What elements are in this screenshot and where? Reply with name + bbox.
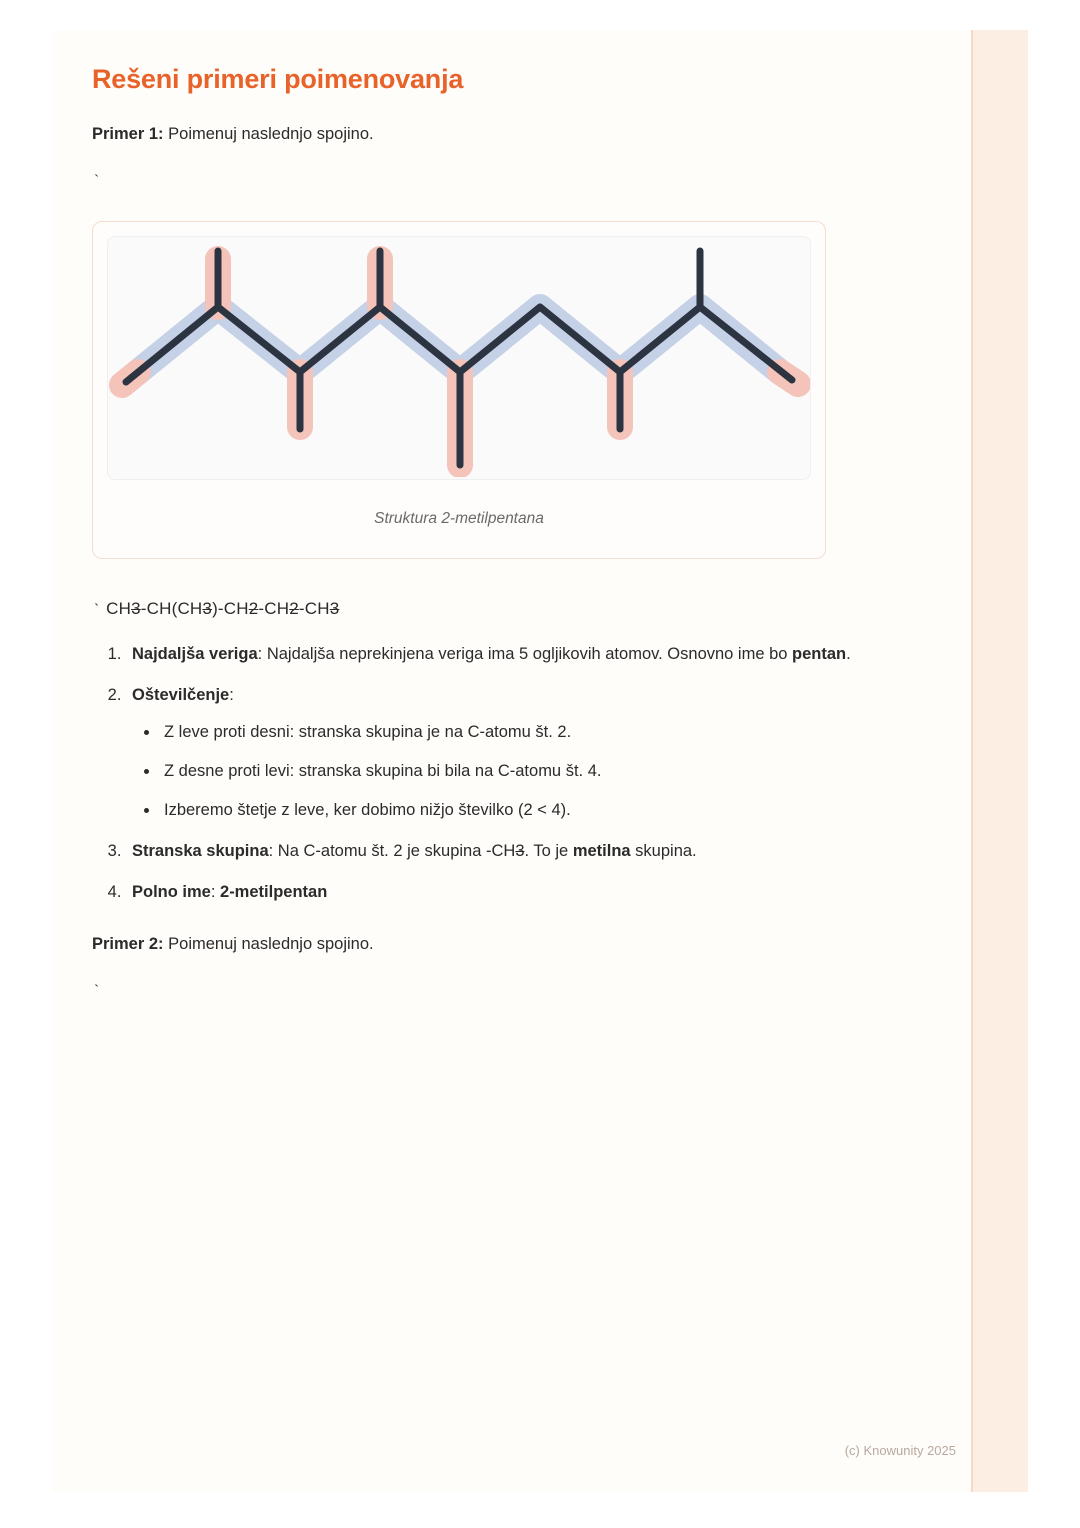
example1-label: Primer 1: [92, 125, 164, 143]
step-3-sub: 3 [515, 842, 525, 860]
margin-rule-line [971, 30, 973, 1492]
right-margin-strip [973, 30, 1028, 1492]
step-2-bullets [132, 719, 882, 824]
list-item: • Izberemo štetje z leve, ker dobimo nižjo številko (2 < 4). [160, 797, 882, 824]
list-item: • Z leve proti desni: stranska skupina je na C-atomu št. 2. [160, 719, 882, 746]
example2-label: Primer 2: [92, 935, 164, 953]
example1-code-fence: ` [92, 173, 102, 190]
example2-text: Poimenuj naslednjo spojino. [163, 935, 374, 953]
step-1-bold-tail: pentan [792, 645, 847, 663]
molecule-structure-svg [108, 237, 811, 477]
step-item-4 [126, 879, 882, 906]
step-item-3 [126, 838, 882, 865]
step-1-title: Najdaljša veriga [132, 645, 258, 663]
example2-code-fence: ` [92, 983, 102, 1000]
molecule-figure-canvas [107, 236, 811, 480]
step-1-tail: . [846, 645, 851, 663]
step-3-tail: skupina. [630, 842, 697, 860]
step-3-text: : Na C-atomu št. 2 je skupina -CH [268, 842, 516, 860]
example1-text: Poimenuj naslednjo spojino. [163, 125, 374, 143]
step-item-2 [126, 682, 882, 824]
naming-steps-list [92, 641, 882, 906]
step-4-text: : [210, 883, 221, 901]
example1-prompt [92, 122, 882, 147]
step-2-title: Oštevilčenje [132, 686, 230, 704]
copyright-footer: (c) Knowunity 2025 [844, 1443, 956, 1458]
page-title: Rešeni primeri poimenovanja [92, 64, 464, 94]
step-3-text2: . To je [524, 842, 573, 860]
formula-text: CH3-CH(CH3)-CH2-CH2-CH3 [106, 599, 340, 618]
step-4-title: Polno ime [132, 883, 211, 901]
step-4-bold-tail: 2-metilpentan [220, 883, 328, 901]
list-item: • Z desne proti levi: stranska skupina bi bila na C-atomu št. 4. [160, 758, 882, 785]
document-sheet [52, 30, 1028, 1492]
molecule-figure-card [92, 221, 826, 559]
document-content [92, 48, 882, 1001]
step-item-1 [126, 641, 882, 668]
condensed-formula [92, 599, 882, 619]
step-3-title: Stranska skupina [132, 842, 269, 860]
step-2-text: : [229, 686, 234, 704]
formula-tick: ` [92, 602, 102, 619]
step-3-bold-tail: metilna [572, 842, 631, 860]
example2-prompt [92, 932, 882, 957]
figure-caption: Struktura 2-metilpentana [374, 510, 544, 527]
step-1-text: : Najdaljša neprekinjena veriga ima 5 ogljikovih atomov. Osnovno ime bo [257, 645, 793, 663]
